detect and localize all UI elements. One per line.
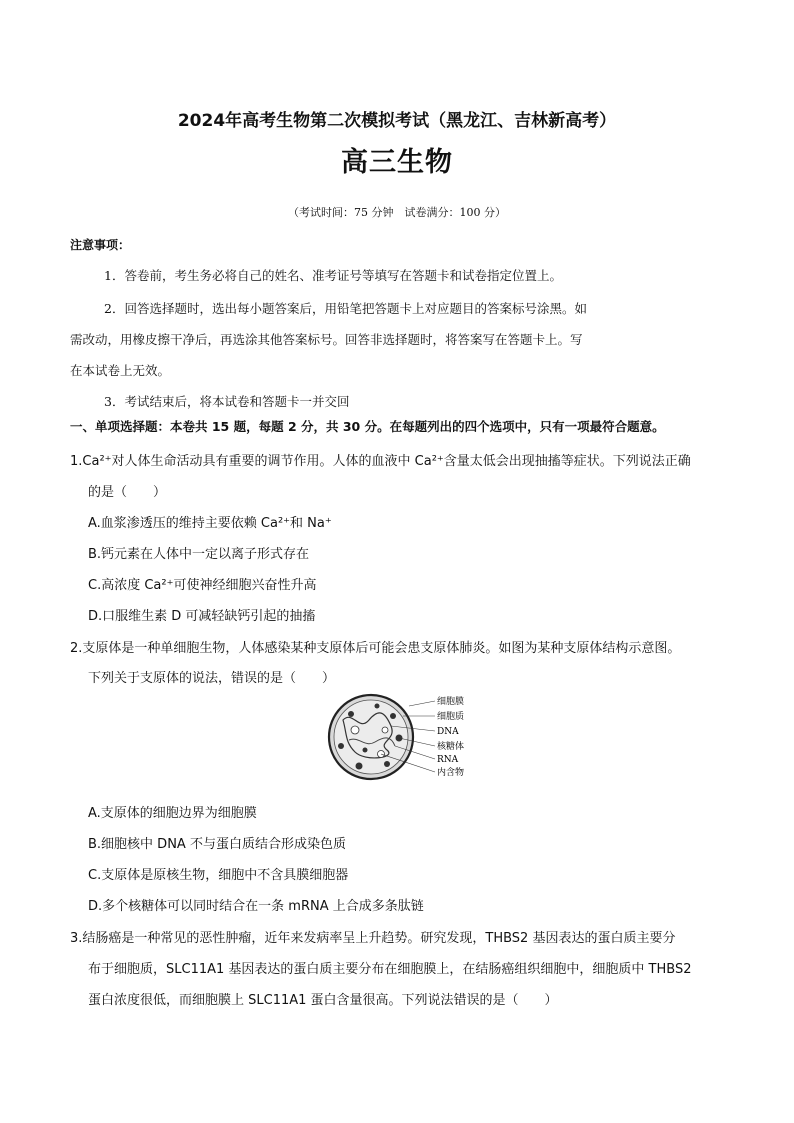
section-1-heading: 一、单项选择题：本卷共 15 题，每题 2 分，共 30 分。在每题列出的四个选项中，只有一项最符合题意。 bbox=[70, 419, 665, 434]
q2-option-b: B.细胞核中 DNA 不与蛋白质结合形成染色质 bbox=[88, 837, 346, 852]
q2-option-a: A.支原体的细胞边界为细胞膜 bbox=[88, 806, 257, 821]
q2-stem-line2: 下列关于支原体的说法，错误的是（ ） bbox=[88, 671, 336, 686]
q2-option-d: D.多个核糖体可以同时结合在一条 mRNA 上合成多条肽链 bbox=[88, 899, 424, 914]
q1-option-a: A.血浆渗透压的维持主要依赖 Ca²⁺和 Na⁺ bbox=[88, 516, 332, 531]
note-item-2-line1: 2．回答选择题时，选出每小题答案后，用铅笔把答题卡上对应题目的答案标号涂黑。如 bbox=[104, 301, 587, 316]
note-item-1: 1．答卷前，考生务必将自己的姓名、准考证号等填写在答题卡和试卷指定位置上。 bbox=[104, 268, 562, 283]
mycoplasma-structure-figure bbox=[325, 690, 500, 785]
q1-stem-line2: 的是（ ） bbox=[88, 485, 167, 500]
q3-stem-line1: 3.结肠癌是一种常见的恶性肿瘤，近年来发病率呈上升趋势。研究发现，THBS2 基因表达的蛋白质主要分 bbox=[70, 931, 676, 946]
q3-stem-line2: 布于细胞质，SLC11A1 基因表达的蛋白质主要分布在细胞膜上，在结肠癌组织细胞中，细胞质中 THBS2 bbox=[88, 962, 692, 977]
label-inclusion: 内含物 bbox=[437, 768, 465, 778]
note-item-3: 3．考试结束后，将本试卷和答题卡一并交回 bbox=[104, 394, 350, 409]
subject-title: 高三生物 bbox=[341, 147, 453, 178]
label-cell-membrane: 细胞膜 bbox=[437, 697, 465, 707]
exam-title: 2024年高考生物第二次模拟考试（黑龙江、吉林新高考） bbox=[177, 111, 617, 131]
q1-option-b: B.钙元素在人体中一定以离子形式存在 bbox=[88, 547, 310, 562]
exam-info: （考试时间：75 分钟 试卷满分：100 分） bbox=[288, 206, 506, 219]
q1-option-d: D.口服维生素 D 可减轻缺钙引起的抽搐 bbox=[88, 609, 316, 624]
q1-stem-line1: 1.Ca²⁺对人体生命活动具有重要的调节作用。人体的血液中 Ca²⁺含量太低会出现抽搐等症状。下列说法正确 bbox=[70, 454, 691, 469]
q2-option-c: C.支原体是原核生物，细胞中不含具膜细胞器 bbox=[88, 868, 349, 883]
note-item-2-line2: 需改动，用橡皮擦干净后，再选涂其他答案标号。回答非选择题时，将答案写在答题卡上。写 bbox=[70, 332, 583, 347]
notes-title: 注意事项： bbox=[70, 238, 131, 252]
q3-stem-line3: 蛋白浓度很低，而细胞膜上 SLC11A1 蛋白含量很高。下列说法错误的是（ ） bbox=[88, 993, 558, 1008]
label-ribosome: 核糖体 bbox=[437, 742, 465, 752]
q2-stem-line1: 2.支原体是一种单细胞生物，人体感染某种支原体后可能会患支原体肺炎。如图为某种支原体结构示意图。 bbox=[70, 641, 681, 656]
note-item-2-line3: 在本试卷上无效。 bbox=[70, 363, 171, 378]
label-rna: RNA bbox=[437, 755, 459, 765]
label-dna: DNA bbox=[437, 727, 459, 737]
q1-option-c: C.高浓度 Ca²⁺可使神经细胞兴奋性升高 bbox=[88, 578, 317, 593]
label-cytoplasm: 细胞质 bbox=[437, 712, 465, 722]
